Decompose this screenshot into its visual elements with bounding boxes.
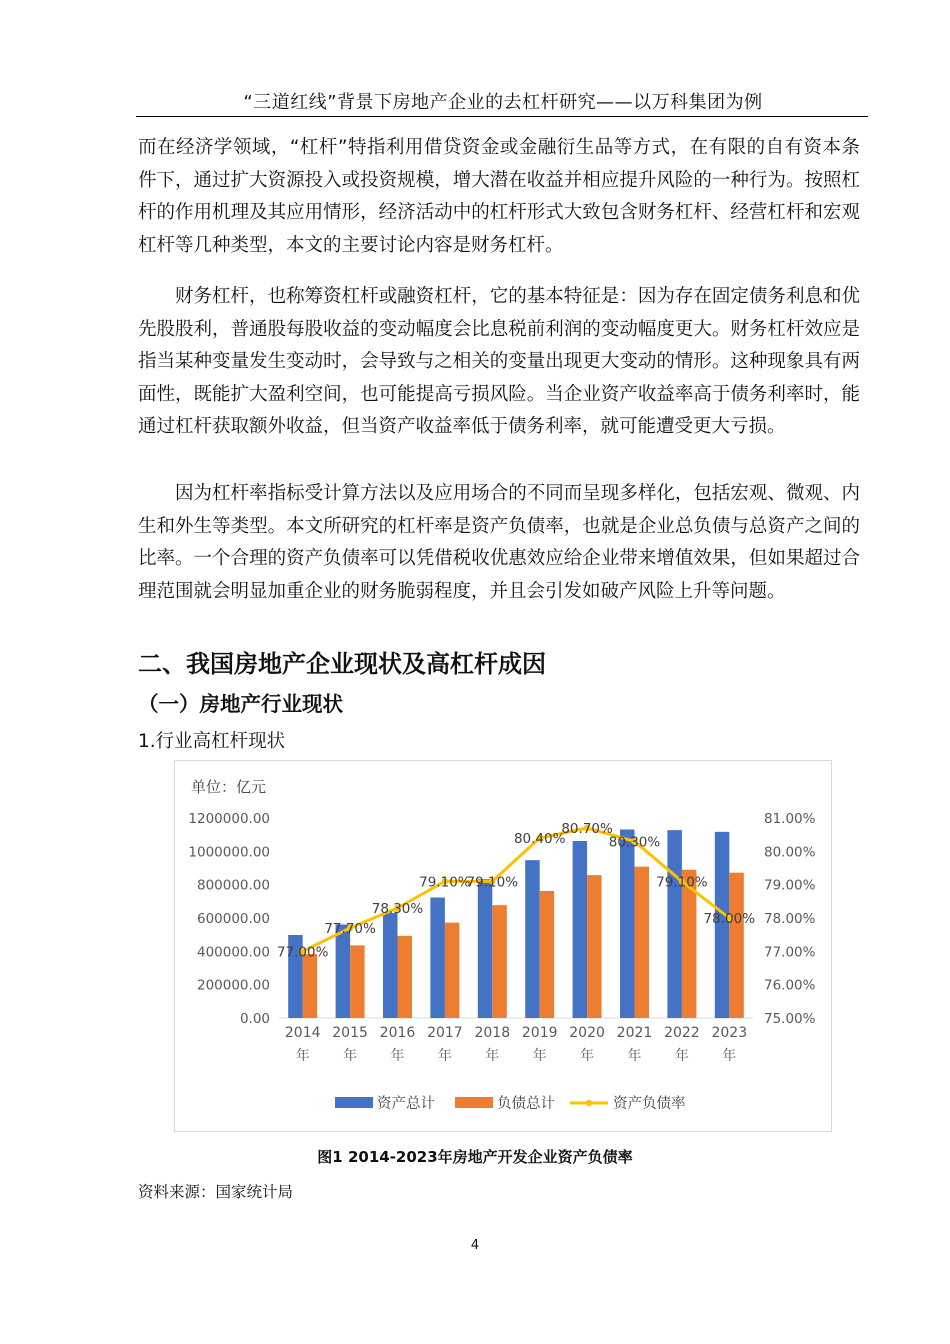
legend-label-assets: 资产总计 (377, 1096, 435, 1112)
data-source-note: 资料来源：国家统计局 (138, 1183, 294, 1201)
section-heading: 二、我国房地产企业现状及高杠杆成因 (138, 650, 546, 678)
bar-assets (383, 913, 398, 1018)
x-tick-label-unit: 年 (532, 1048, 547, 1064)
subsubsection-heading: 1.行业高杠杆现状 (138, 731, 286, 752)
y-left-tick-label: 400000.00 (196, 944, 270, 961)
x-tick-label: 2014 (284, 1025, 321, 1041)
bar-assets (573, 841, 588, 1018)
x-tick-label: 2018 (474, 1025, 511, 1041)
x-tick-label: 2015 (332, 1025, 368, 1041)
legend-swatch-assets (335, 1097, 373, 1108)
combo-chart (175, 761, 831, 1131)
x-tick-label: 2020 (569, 1025, 605, 1041)
bar-liabilities (729, 873, 744, 1018)
data-label-debt-ratio: 80.30% (608, 834, 661, 851)
paragraph-2 (138, 281, 860, 444)
x-tick-label-unit: 年 (295, 1048, 310, 1064)
bar-liabilities (398, 936, 413, 1018)
running-header: “三道红线”背景下房地产企业的去杠杆研究——以万科集团为例 (243, 92, 763, 113)
y-right-tick-label: 79.00% (764, 877, 816, 894)
bar-liabilities (492, 905, 507, 1018)
figure-caption: 图1 2014-2023年房地产开发企业资产负债率 (317, 1148, 633, 1166)
data-label-debt-ratio: 79.10% (656, 874, 708, 891)
paragraph-3 (138, 478, 860, 608)
bar-liabilities (540, 891, 555, 1018)
y-left-tick-label: 1200000.00 (188, 811, 270, 827)
x-tick-label: 2016 (379, 1025, 416, 1041)
y-left-tick-label: 800000.00 (196, 877, 270, 894)
y-left-tick-label: 0.00 (239, 1011, 270, 1027)
y-left-tick-label: 200000.00 (196, 977, 270, 994)
subsection-heading: （一）房地产行业现状 (138, 692, 343, 716)
bar-assets (525, 860, 540, 1018)
bar-assets (478, 879, 493, 1018)
x-tick-label: 2021 (616, 1025, 653, 1041)
bar-liabilities (303, 954, 318, 1018)
legend-label-liabilities: 负债总计 (497, 1096, 555, 1112)
x-tick-label-unit: 年 (390, 1048, 405, 1064)
y-right-tick-label: 75.00% (764, 1011, 816, 1027)
x-tick-label-unit: 年 (437, 1048, 452, 1064)
legend-marker-debt-ratio (586, 1100, 592, 1106)
x-tick-label: 2022 (664, 1025, 700, 1041)
legend-label-debt-ratio: 资产负债率 (613, 1096, 686, 1112)
bar-assets (430, 898, 445, 1019)
header-rule (136, 116, 868, 117)
page-number: 4 (470, 1238, 480, 1253)
y-right-tick-label: 80.00% (764, 844, 816, 861)
data-label-debt-ratio: 79.10% (419, 874, 471, 891)
y-right-tick-label: 76.00% (764, 977, 816, 994)
data-label-debt-ratio: 77.00% (276, 944, 329, 961)
x-tick-label: 2019 (521, 1025, 558, 1041)
paragraph-1-text: 而在经济学领域，“杠杆”特指利用借贷资金或金融衍生品等方式，在有限的自有资本条件下，通过扩大资源投入或投资规模，增大潜在收益并相应提升风险的一种行为。按照杠杆的作用机理及其应用情形，经济活动中的杠杆形式大致包含财务杠杆、经营杠杆和宏观杠杆等几种类型，本文的主要讨论内容是财务杠杆。 (138, 137, 860, 256)
y-left-tick-label: 1000000.00 (188, 844, 270, 861)
bar-assets (620, 830, 635, 1019)
paragraph-2-text: 财务杠杆，也称筹资杠杆或融资杠杆，它的基本特征是：因为存在固定债务利息和优先股股利，普通股每股收益的变动幅度会比息税前利润的变动幅度更大。财务杠杆效应是指当某种变量发生变动时，会导致与之相关的变量出现更大变动的情形。这种现象具有两面性，既能扩大盈利空间，也可能提高亏损风险。当企业资产收益率高于债务利率时，能通过杠杆获取额外收益，但当资产收益率低于债务利率，就可能遭受更大亏损。 (138, 286, 860, 438)
bar-liabilities (350, 945, 365, 1018)
data-label-debt-ratio: 80.70% (561, 821, 613, 837)
x-tick-label-unit: 年 (722, 1048, 737, 1064)
data-label-debt-ratio: 78.30% (371, 901, 424, 917)
data-label-debt-ratio: 78.00% (703, 911, 756, 927)
paragraph-3-text: 因为杠杆率指标受计算方法以及应用场合的不同而呈现多样化，包括宏观、微观、内生和外生等类型。本文所研究的杠杆率是资产负债率，也就是企业总负债与总资产之间的比率。一个合理的资产负债率可以凭借税收优惠效应给企业带来增值效果，但如果超过合理范围就会明显加重企业的财务脆弱程度，并且会引发如破产风险上升等问题。 (138, 483, 860, 602)
bar-assets (667, 830, 682, 1018)
y-right-tick-label: 81.00% (764, 811, 816, 827)
chart-unit-label: 单位：亿元 (191, 778, 267, 796)
data-label-debt-ratio: 80.40% (513, 831, 566, 847)
x-tick-label: 2017 (427, 1025, 463, 1041)
x-tick-label-unit: 年 (674, 1048, 689, 1064)
y-left-tick-label: 600000.00 (196, 911, 270, 927)
y-right-tick-label: 77.00% (764, 944, 816, 961)
paragraph-1 (138, 132, 860, 262)
y-right-tick-label: 78.00% (764, 911, 816, 927)
x-tick-label: 2023 (711, 1025, 748, 1041)
x-tick-label-unit: 年 (627, 1048, 642, 1064)
bar-assets (336, 925, 351, 1019)
x-tick-label-unit: 年 (343, 1048, 358, 1064)
data-label-debt-ratio: 79.10% (466, 874, 519, 891)
bar-liabilities (587, 875, 602, 1018)
chart-container (174, 760, 832, 1132)
x-tick-label-unit: 年 (580, 1048, 595, 1064)
legend-swatch-liabilities (455, 1097, 493, 1108)
bar-liabilities (635, 867, 650, 1018)
data-label-debt-ratio: 77.70% (324, 921, 376, 937)
bar-liabilities (445, 923, 460, 1018)
x-tick-label-unit: 年 (485, 1048, 500, 1064)
